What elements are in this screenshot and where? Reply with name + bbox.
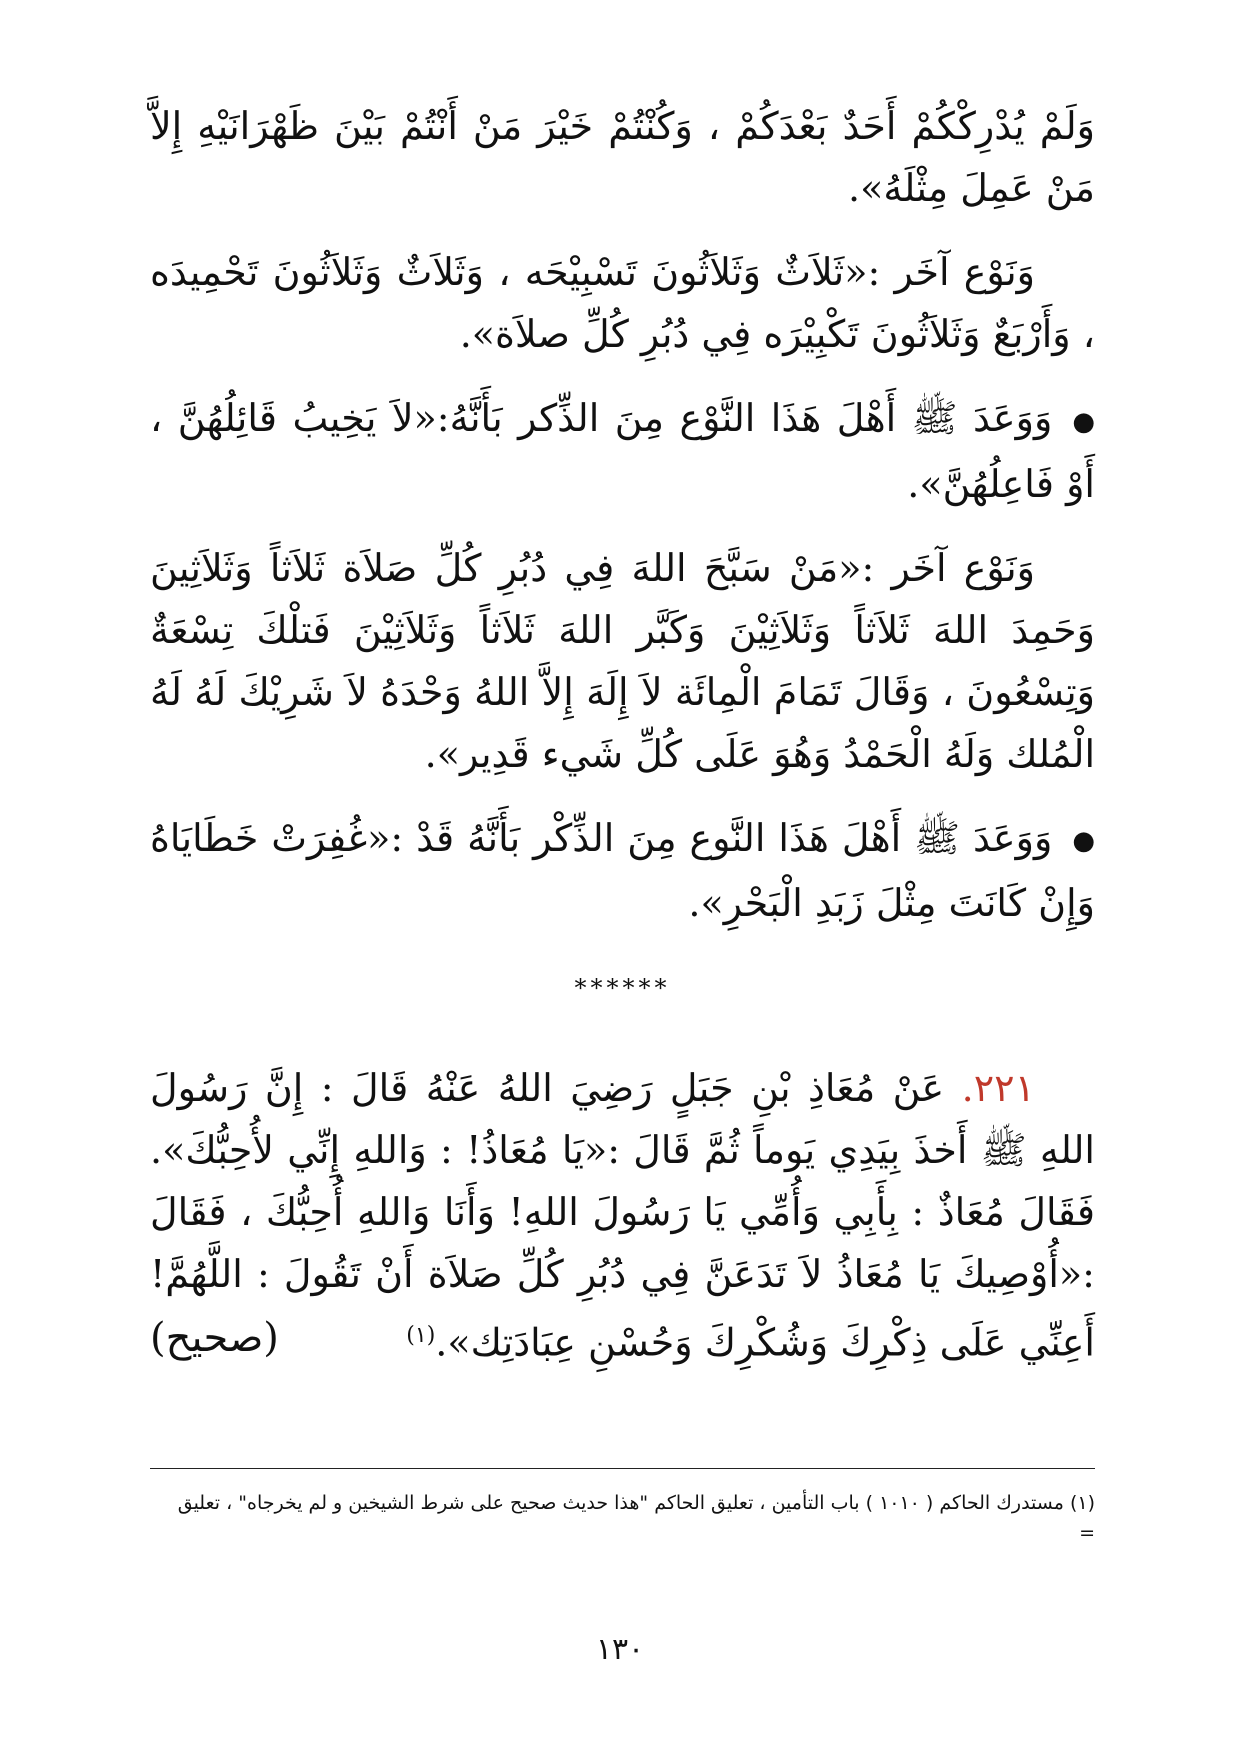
footnote-text: (١) مستدرك الحاكم ( ١٠١٠ ) باب التأمين ، تعليق الحاكم "هذا حديث صحيح على شرط الشيخين و لم يخرجاه" ، تعليق (177, 1492, 1095, 1514)
bullet-paragraph-2 (150, 807, 1095, 935)
page-body (150, 95, 1095, 1396)
hadith-paragraph (150, 1057, 1095, 1374)
footnote (150, 1488, 1095, 1548)
page-number: ١٣٠ (595, 1632, 645, 1667)
paragraph-1: وَلَمْ يُدْرِكْكُمْ أَحَدٌ بَعْدَكُمْ ، وَكُنْتُمْ خَيْرَ مَنْ أَنْتُمْ بَيْنَ ظَهْرَانَيْهِ إِلاَّ مَنْ عَمِلَ مِثْلَهُ». (150, 104, 1095, 210)
footnote-continuation: = (1079, 1522, 1095, 1544)
paragraph-3: وَنَوْع آخَر :«مَنْ سَبَّحَ اللهَ فِي دُبُرِ كُلِّ صَلاَة ثَلاَثاً وَثَلاَثِينَ وَحَمِدَ اللهَ ثَلاَثاً وَثَلاَثِيْنَ وَكَبَّر اللهَ ثَلاَثاً وَثَلاَثِيْنَ فَتلْكَ تِسْعَةٌ وَتِسْعُونَ ، وَقَالَ تَمَامَ الْمِائَة لاَ إِلَهَ إِلاَّ اللهُ وَحْدَهُ لاَ شَرِيْكَ لَهُ لَهُ الْمُلك وَلَهُ الْحَمْدُ وَهُوَ عَلَى كُلِّ شَيء قَدِير». (150, 545, 1095, 776)
bullet-icon: ● (1072, 406, 1095, 437)
hadith-number: ٢٢١. (961, 1066, 1035, 1110)
bullet-paragraph-1-text: وَوَعَدَ ﷺ أَهْلَ هَذَا النَّوْع مِنَ الذِّكر بَأَنَّهُ:«لاَ يَخِيبُ قَائِلُهُنَّ ، أَوْ فَاعِلُهُنَّ». (150, 396, 1095, 506)
bullet-paragraph-2-text: وَوَعَدَ ﷺ أَهْلَ هَذَا النَّوع مِنَ الذِّكْر بَأَنَّهُ قَدْ :«غُفِرَتْ خَطَايَاهُ وَإِنْ كَانَتَ مِثْلَ زَبَدِ الْبَحْرِ». (150, 815, 1095, 925)
footnote-reference: (١) (406, 1323, 436, 1348)
section-divider: ****** (574, 974, 671, 1002)
paragraph-2: وَنَوْع آخَر :«ثَلاَثٌ وَثَلاَثُونَ تَسْبِيْحَه ، وَثَلاَثٌ وَثَلاَثُونَ تَحْمِيدَه ، وَأَرْبَعٌ وَثَلاَثُونَ تَكْبِيْرَه فِي دُبُرِ كُلِّ صلاَة». (150, 250, 1095, 356)
hadith-grade: (صحيح) (150, 1315, 279, 1361)
bullet-paragraph-1 (150, 387, 1095, 515)
bullet-icon: ● (1072, 826, 1095, 856)
footnote-rule (150, 1468, 1095, 1469)
hadith-text: عَنْ مُعَاذِ بْنِ جَبَلٍ رَضِيَ اللهُ عَنْهُ قَالَ : إِنَّ رَسُولَ اللهِ ﷺ أَخذَ بِيَدِي يَوماً ثُمَّ قَالَ :«يَا مُعَاذُ! : وَاللهِ إِنِّي لأُحِبُّكَ». فَقَالَ مُعَاذٌ : بِأَبِي وَأُمِّي يَا رَسُولَ اللهِ! وَأَنَا وَاللهِ أُحِبُّكَ ، فَقَالَ :«أُوْصِيكَ يَا مُعَاذُ لاَ تَدَعَنَّ فِي دُبُرِ كُلِّ صَلاَة أَنْ تَقُولَ : اللَّهُمَّ! أَعِنِّي عَلَى ذِكْرِكَ وَشُكْرِكَ وَحُسْنِ عِبَادَتِك». (150, 1066, 1095, 1365)
